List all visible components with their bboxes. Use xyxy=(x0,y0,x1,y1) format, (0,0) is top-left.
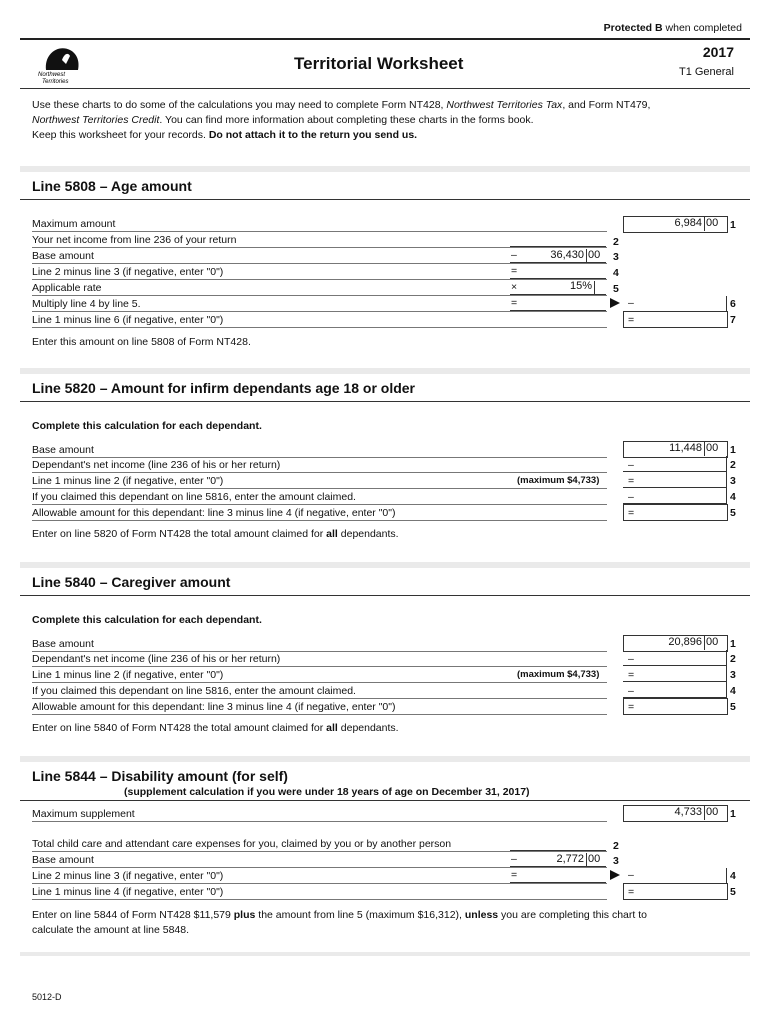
line-number: 4 xyxy=(730,870,736,882)
line-5844-2: Total child care and attendant care expenses for you, claimed by you or by another person xyxy=(32,836,607,852)
cents-separator xyxy=(586,249,587,263)
line-5808-2: Your net income from line 236 of your return xyxy=(32,232,607,248)
amount: 2,772 xyxy=(556,853,584,865)
line-5808-2-field[interactable] xyxy=(510,232,606,247)
section-rule xyxy=(20,199,750,200)
line-5840-1: Base amount xyxy=(32,636,607,652)
protected-b-notice: Protected B when completed xyxy=(603,22,742,34)
header-rule xyxy=(20,38,750,40)
line-5808-6: Multiply line 4 by line 5. xyxy=(32,296,607,312)
line-5844-1: Maximum supplement xyxy=(32,806,607,822)
line-5808-7-field[interactable] xyxy=(623,311,728,328)
section-title-5808: Line 5808 – Age amount xyxy=(32,178,192,194)
line-number: 3 xyxy=(730,475,736,487)
section-title-5844: Line 5844 – Disability amount (for self) xyxy=(32,768,288,784)
line-5844-4: Line 2 minus line 3 (if negative, enter "0") xyxy=(32,868,607,884)
svg-text:Northwest: Northwest xyxy=(38,72,66,78)
line-5844-3: Base amount xyxy=(32,852,607,868)
amount: 4,733 xyxy=(674,806,702,818)
line-5808-4: Line 2 minus line 3 (if negative, enter "0") xyxy=(32,264,607,280)
equals-sign: = xyxy=(511,265,518,277)
cents-separator xyxy=(704,442,705,456)
line-5840-4: If you claimed this dependant on line 5816, enter the amount claimed. xyxy=(32,683,607,699)
line-number: 3 xyxy=(613,251,619,263)
section-title-5840: Line 5840 – Caregiver amount xyxy=(32,574,231,590)
line-5840-5-field[interactable] xyxy=(623,698,728,715)
section-divider xyxy=(20,952,750,956)
equals-sign: = xyxy=(628,475,635,487)
line-5808-1: Maximum amount xyxy=(32,216,607,232)
equals-sign: = xyxy=(628,701,635,713)
equals-sign: = xyxy=(628,507,635,519)
maximum-note: (maximum $4,733) xyxy=(517,669,600,680)
cents: 00 xyxy=(706,806,719,818)
cents-separator xyxy=(594,281,595,295)
line-5820-2: Dependant's net income (line 236 of his or her return) xyxy=(32,457,607,473)
cents: 00 xyxy=(706,442,719,454)
line-number: 7 xyxy=(730,314,736,326)
line-5844-5-field[interactable] xyxy=(623,883,728,900)
cents: 00 xyxy=(706,217,719,229)
equals-sign: = xyxy=(511,869,518,881)
line-5844-4-calc[interactable] xyxy=(510,868,606,883)
amount: 6,984 xyxy=(674,217,702,229)
section-rule xyxy=(20,800,750,801)
cents: 00 xyxy=(588,853,601,865)
minus-sign: – xyxy=(628,653,634,665)
line-5808-6-field[interactable] xyxy=(623,296,727,312)
arrow-right-icon xyxy=(610,298,620,308)
tax-year: 2017 xyxy=(702,44,734,60)
page-title: Territorial Worksheet xyxy=(294,54,464,73)
line-5820-3: Line 1 minus line 2 (if negative, enter "0") xyxy=(32,473,607,489)
form-type: T1 General xyxy=(678,66,734,78)
line-5808-5: Applicable rate xyxy=(32,280,607,296)
section-title-5820: Line 5820 – Amount for infirm dependants age 18 or older xyxy=(32,380,416,396)
line-5820-5-field[interactable] xyxy=(623,504,728,521)
section-divider xyxy=(20,562,750,568)
line-number: 1 xyxy=(730,808,736,820)
equals-sign: = xyxy=(628,314,635,326)
minus-sign: – xyxy=(628,685,634,697)
line-5820-2-field[interactable] xyxy=(623,456,727,472)
line-number: 2 xyxy=(730,459,736,471)
line-number: 1 xyxy=(730,444,736,456)
cents: 00 xyxy=(588,249,601,261)
line-5840-3: Line 1 minus line 2 (if negative, enter "0") xyxy=(32,667,607,683)
equals-sign: = xyxy=(511,297,518,309)
line-number: 1 xyxy=(730,219,736,231)
line-number: 4 xyxy=(730,491,736,503)
section-rule xyxy=(20,401,750,402)
line-5808-3: Base amount xyxy=(32,248,607,264)
svg-text:Territories: Territories xyxy=(42,79,69,84)
line-number: 5 xyxy=(613,283,619,295)
section-subtitle: (supplement calculation if you were under 18 years of age on December 31, 2017) xyxy=(124,786,530,798)
section-rule xyxy=(20,595,750,596)
equals-sign: = xyxy=(628,669,635,681)
section-note: Enter this amount on line 5808 of Form NT428. xyxy=(32,336,251,348)
nwt-logo xyxy=(36,42,86,84)
section-note: Enter on line 5840 of Form NT428 the total amount claimed for all dependants. xyxy=(32,722,399,734)
section-divider xyxy=(20,756,750,762)
section-note: Enter on line 5820 of Form NT428 the total amount claimed for all dependants. xyxy=(32,528,399,540)
line-5840-4-field[interactable] xyxy=(623,682,727,698)
line-number: 3 xyxy=(613,855,619,867)
minus-sign: – xyxy=(511,853,517,865)
minus-sign: – xyxy=(511,249,517,261)
line-5808-6-calc[interactable] xyxy=(510,296,606,311)
minus-sign: – xyxy=(628,491,634,503)
line-number: 2 xyxy=(730,653,736,665)
cents-separator xyxy=(704,636,705,650)
line-5840-5: Allowable amount for this dependant: line 3 minus line 4 (if negative, enter "0") xyxy=(32,699,607,715)
line-5820-5: Allowable amount for this dependant: line 3 minus line 4 (if negative, enter "0") xyxy=(32,505,607,521)
line-5840-2-field[interactable] xyxy=(623,650,727,666)
arrow-right-icon xyxy=(610,870,620,880)
line-number: 3 xyxy=(730,669,736,681)
line-5840-2: Dependant's net income (line 236 of his or her return) xyxy=(32,651,607,667)
section-subtitle: Complete this calculation for each dependant. xyxy=(32,420,262,432)
line-number: 5 xyxy=(730,886,736,898)
cents-separator xyxy=(586,853,587,867)
header-bottom-rule xyxy=(20,88,750,89)
section-subtitle: Complete this calculation for each dependant. xyxy=(32,614,262,626)
line-number: 5 xyxy=(730,507,736,519)
amount: 36,430 xyxy=(550,249,584,261)
line-number: 2 xyxy=(613,840,619,852)
line-5808-4-field[interactable] xyxy=(510,264,606,279)
equals-sign: = xyxy=(628,886,635,898)
rate: 15% xyxy=(569,280,592,292)
line-5808-7: Line 1 minus line 6 (if negative, enter "0") xyxy=(32,312,607,328)
cents-separator xyxy=(704,806,705,820)
line-number: 2 xyxy=(613,236,619,248)
line-5844-5: Line 1 minus line 4 (if negative, enter "0") xyxy=(32,884,607,900)
amount: 20,896 xyxy=(668,636,702,648)
minus-sign: – xyxy=(628,459,634,471)
minus-sign: – xyxy=(628,297,634,309)
times-sign: × xyxy=(511,281,518,293)
line-5844-4-field[interactable] xyxy=(623,868,727,884)
line-5844-2-field[interactable] xyxy=(510,836,606,851)
line-number: 4 xyxy=(730,685,736,697)
section-divider xyxy=(20,368,750,374)
form-number: 5012-D xyxy=(32,992,62,1002)
line-number: 1 xyxy=(730,638,736,650)
line-5820-4-field[interactable] xyxy=(623,488,727,504)
line-number: 4 xyxy=(613,267,619,279)
line-number: 5 xyxy=(730,701,736,713)
line-number: 6 xyxy=(730,298,736,310)
cents-separator xyxy=(704,217,705,231)
section-note: Enter on line 5844 of Form NT428 $11,579 plus the amount from line 5 (maximum $16,312), unless you are completing this chart to calculate the amount at line 5848. xyxy=(32,909,647,936)
line-5840-3-field[interactable] xyxy=(623,666,727,682)
line-5820-3-field[interactable] xyxy=(623,472,727,488)
maximum-note: (maximum $4,733) xyxy=(517,475,600,486)
cents: 00 xyxy=(706,636,719,648)
section-divider xyxy=(20,166,750,172)
line-5820-1: Base amount xyxy=(32,442,607,458)
line-5820-4: If you claimed this dependant on line 5816, enter the amount claimed. xyxy=(32,489,607,505)
minus-sign: – xyxy=(628,869,634,881)
amount: 11,448 xyxy=(669,442,702,454)
intro-text: Use these charts to do some of the calculations you may need to complete Form NT428, Northwest Territories Tax, and Form NT479, Northwest Territories Credit. You can find more information about completing these charts in the forms book. Keep this worksheet for your records. Do not attach it to the return you send us. xyxy=(32,99,651,141)
